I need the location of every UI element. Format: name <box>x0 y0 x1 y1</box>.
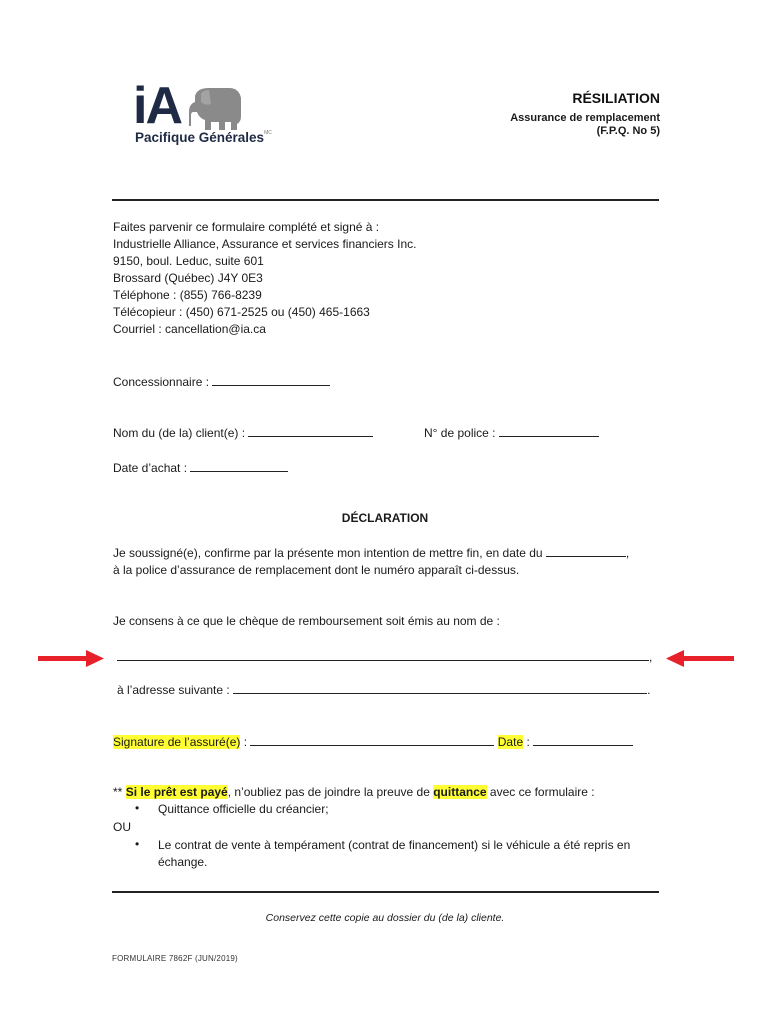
declaration-comma: , <box>625 546 630 560</box>
declaration-text: Je soussigné(e), confirme par la présente mon intention de mettre fin, en date du <box>113 546 543 560</box>
arrow-right-icon <box>38 650 104 668</box>
document-title: RÉSILIATION <box>572 90 660 106</box>
policy-number-row <box>424 424 599 442</box>
termination-date-field[interactable] <box>546 544 626 557</box>
company-logo <box>133 77 293 150</box>
address-line: Industrielle Alliance, Assurance et services financiers Inc. <box>113 237 417 251</box>
notice-item-1: Quittance officielle du créancier; <box>158 802 329 816</box>
purchase-date-field[interactable] <box>190 459 288 472</box>
bullet-icon: • <box>135 801 140 815</box>
policy-number-field[interactable] <box>499 424 599 437</box>
payee-address-field[interactable] <box>233 681 647 694</box>
address-line: Courriel : cancellation@ia.ca <box>113 322 266 336</box>
payee-address-row <box>117 681 650 699</box>
address-period: . <box>647 683 651 697</box>
cheque-statement: Je consens à ce que le chèque de remboursement soit émis au nom de : <box>113 614 500 628</box>
signature-colon: : <box>240 735 248 749</box>
paid-loan-notice <box>113 784 595 801</box>
declaration-line-1 <box>113 544 629 562</box>
logo-mark: iA <box>133 77 181 135</box>
signature-label: Signature de l’assuré(e) <box>113 735 241 749</box>
form-number: (F.P.Q. No 5) <box>596 125 660 137</box>
address-line: Télécopieur : (450) 671-2525 ou (450) 465-1663 <box>113 305 370 319</box>
notice-middle: , n’oubliez pas de joindre la preuve de <box>227 785 434 799</box>
notice-or: OU <box>113 820 131 834</box>
form-code: FORMULAIRE 7862F (JUN/2019) <box>112 954 238 963</box>
document-header <box>510 90 660 137</box>
dealer-row <box>113 373 330 391</box>
top-divider <box>112 199 659 201</box>
address-line: Téléphone : (855) 766-8239 <box>113 288 262 302</box>
client-name-label: Nom du (de la) client(e) : <box>113 426 246 440</box>
company-name: Pacifique Générales <box>135 130 265 145</box>
dealer-label: Concessionnaire : <box>113 375 210 389</box>
client-name-row <box>113 424 373 442</box>
payee-comma: , <box>649 650 653 664</box>
address-line: 9150, boul. Leduc, suite 601 <box>113 254 264 268</box>
declaration-title: DÉCLARATION <box>341 511 429 525</box>
notice-item-2-line-1: Le contrat de vente à tempérament (contrat de financement) si le véhicule a été repris en <box>158 838 631 852</box>
notice-prefix: ** <box>113 785 126 799</box>
document-subtitle: Assurance de remplacement <box>510 112 660 124</box>
address-block <box>113 219 416 338</box>
signature-row <box>113 733 633 751</box>
elephant-icon <box>189 86 245 132</box>
payee-address-label: à l’adresse suivante : <box>117 683 230 697</box>
signature-date-field[interactable] <box>533 733 633 746</box>
bullet-icon: • <box>135 837 140 851</box>
bottom-divider <box>112 891 659 893</box>
policy-number-label: N° de police : <box>424 426 496 440</box>
client-name-field[interactable] <box>248 424 373 437</box>
address-line: Faites parvenir ce formulaire complété et signé à : <box>113 220 380 234</box>
declaration-line-2: à la police d’assurance de remplacement dont le numéro apparaît ci-dessus. <box>113 563 520 577</box>
arrow-left-icon <box>666 650 734 668</box>
notice-highlight-paid: Si le prêt est payé <box>125 785 228 799</box>
address-line: Brossard (Québec) J4Y 0E3 <box>113 271 263 285</box>
dealer-field[interactable] <box>212 373 330 386</box>
trademark-mark: MC <box>264 130 272 136</box>
purchase-date-row <box>113 459 288 477</box>
notice-item-2-line-2: échange. <box>158 855 208 869</box>
date-label: Date <box>497 735 524 749</box>
signature-field[interactable] <box>250 733 494 746</box>
payee-name-field[interactable] <box>117 648 649 661</box>
notice-suffix: avec ce formulaire : <box>486 785 595 799</box>
notice-highlight-quittance: quittance <box>433 785 487 799</box>
date-colon: : <box>523 735 530 749</box>
footer-note: Conservez cette copie au dossier du (de la) cliente. <box>265 912 505 924</box>
payee-row <box>117 648 652 666</box>
purchase-date-label: Date d’achat : <box>113 461 188 475</box>
